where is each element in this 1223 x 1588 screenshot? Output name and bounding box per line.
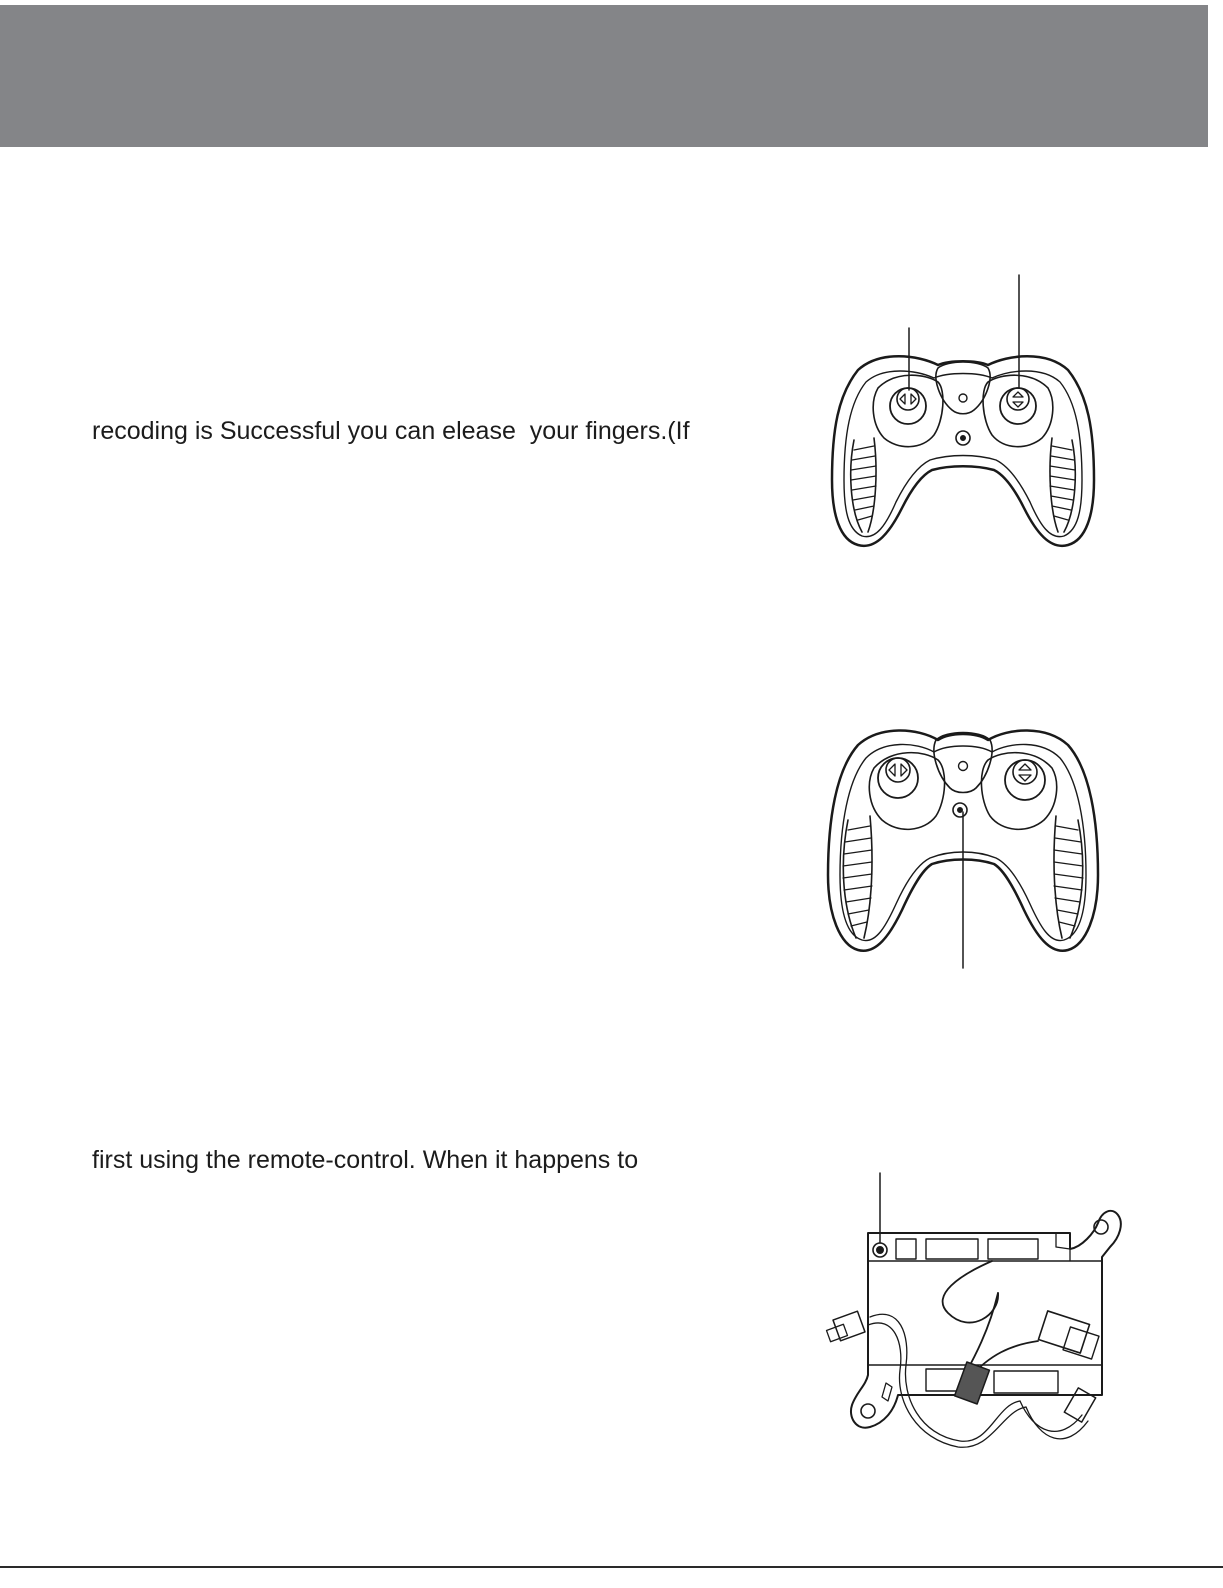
- instruction-text-recording: recoding is Successful you can elease your fingers.(If: [92, 417, 690, 445]
- instruction-text-first-use: first using the remote-control. When it happens to: [92, 1146, 639, 1174]
- circuit-board-icon: [820, 1165, 1125, 1455]
- gamepad-icon: [818, 710, 1108, 975]
- gamepad-icon: [818, 270, 1108, 570]
- header-band: [0, 5, 1208, 147]
- footer-rule: [0, 1566, 1223, 1568]
